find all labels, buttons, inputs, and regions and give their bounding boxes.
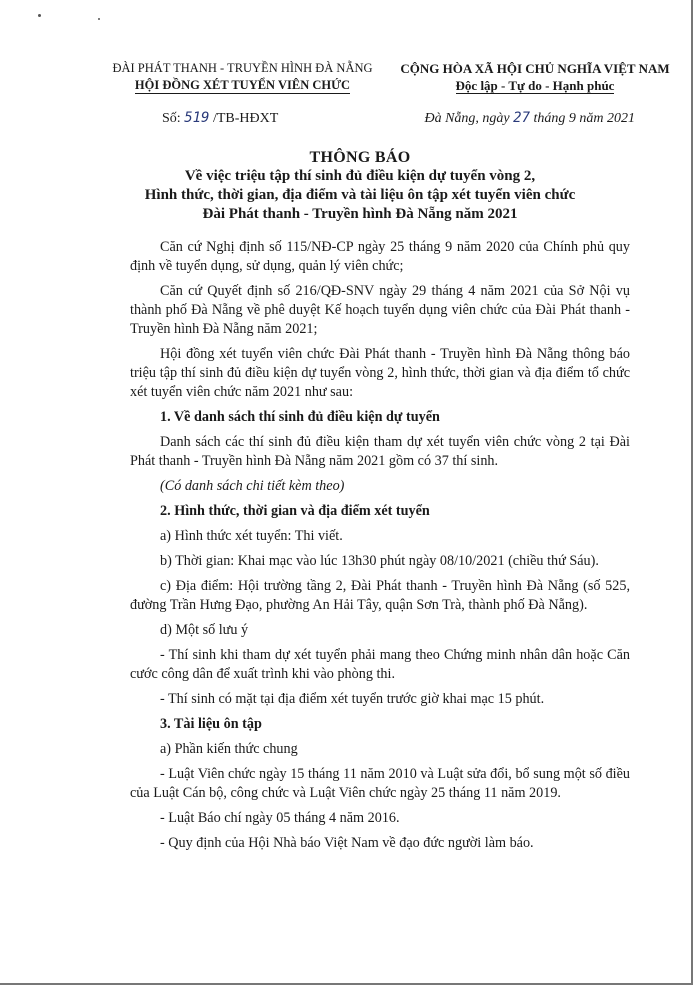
paragraph: - Quy định của Hội Nhà báo Việt Nam về đạo đức người làm báo. bbox=[160, 835, 534, 851]
paragraph: - Luật Báo chí ngày 05 tháng 4 năm 2016. bbox=[160, 810, 400, 826]
note-paragraph: (Có danh sách chi tiết kèm theo) bbox=[160, 478, 345, 494]
document-date: Đà Nẵng, ngày 27 tháng 9 năm 2021 bbox=[424, 110, 635, 126]
issuer-block bbox=[100, 60, 385, 94]
paragraph: Căn cứ Quyết định số 216/QĐ-SNV ngày 29 tháng 4 năm 2021 của Sở Nội vụ thành phố Đà Nẵng về phê duyệt Kế hoạch tuyển dụng viên chức của Đài Phát thanh - Truyền hình Đà Nẵng năm 2021; bbox=[130, 283, 630, 337]
handwritten-number: 519 bbox=[184, 110, 210, 126]
title-line-3: Đài Phát thanh - Truyền hình Đà Nẵng năm 2021 bbox=[202, 206, 518, 222]
section-heading-2: 2. Hình thức, thời gian và địa điểm xét tuyển bbox=[160, 503, 430, 519]
national-motto-block bbox=[390, 60, 680, 94]
paragraph: d) Một số lưu ý bbox=[160, 622, 249, 638]
document-body bbox=[130, 238, 630, 859]
title-line-1: Về việc triệu tập thí sinh đủ điều kiện dự tuyển vòng 2, bbox=[184, 168, 536, 184]
paragraph: Danh sách các thí sinh đủ điều kiện tham dự xét tuyển viên chức vòng 2 tại Đài Phát thanh - Truyền hình Đà Nẵng năm 2021 gồm có 37 thí sinh. bbox=[130, 434, 630, 469]
section-heading-1: 1. Về danh sách thí sinh đủ điều kiện dự tuyển bbox=[160, 409, 440, 425]
issuer-org: ĐÀI PHÁT THANH - TRUYỀN HÌNH ĐÀ NẴNG bbox=[112, 61, 373, 75]
title-line-2: Hình thức, thời gian, địa điểm và tài liệu ôn tập xét tuyển viên chức bbox=[144, 187, 576, 203]
paragraph: - Thí sinh khi tham dự xét tuyển phải mang theo Chứng minh nhân dân hoặc Căn cước công dân để xuất trình khi vào phòng thi. bbox=[130, 647, 630, 682]
scan-speck bbox=[98, 18, 100, 20]
paragraph: a) Phần kiến thức chung bbox=[160, 741, 298, 757]
paragraph: Hội đồng xét tuyển viên chức Đài Phát thanh - Truyền hình Đà Nẵng thông báo triệu tập thí sinh đủ điều kiện dự tuyển vòng 2, hình thức, thời gian và địa điểm tổ chức xét tuyển viên chức năm 2021 như sau: bbox=[130, 346, 630, 400]
paragraph: - Thí sinh có mặt tại địa điểm xét tuyển trước giờ khai mạc 15 phút. bbox=[160, 691, 545, 707]
title-main: THÔNG BÁO bbox=[309, 149, 411, 166]
section-heading-3: 3. Tài liệu ôn tập bbox=[160, 716, 262, 732]
paragraph: Căn cứ Nghị định số 115/NĐ-CP ngày 25 tháng 9 năm 2020 của Chính phủ quy định về tuyển dụng, sử dụng, quản lý viên chức; bbox=[130, 239, 630, 274]
motto: Độc lập - Tự do - Hạnh phúc bbox=[455, 78, 615, 93]
paragraph: - Luật Viên chức ngày 15 tháng 11 năm 2010 và Luật sửa đổi, bổ sung một số điều của Luật Cán bộ, công chức và Luật Viên chức ngày 25 tháng 11 năm 2019. bbox=[130, 766, 630, 801]
paragraph: a) Hình thức xét tuyển: Thi viết. bbox=[160, 528, 343, 544]
scan-speck bbox=[38, 14, 41, 17]
document-title bbox=[100, 148, 620, 224]
issuer-council: HỘI ĐỒNG XÉT TUYỂN VIÊN CHỨC bbox=[134, 78, 351, 92]
handwritten-day: 27 bbox=[513, 110, 530, 126]
document-number: Số: 519 /TB-HĐXT bbox=[162, 110, 279, 126]
paragraph: b) Thời gian: Khai mạc vào lúc 13h30 phút ngày 08/10/2021 (chiều thứ Sáu). bbox=[160, 553, 599, 569]
republic-name: CỘNG HÒA XÃ HỘI CHỦ NGHĨA VIỆT NAM bbox=[400, 61, 670, 76]
paragraph: c) Địa điểm: Hội trường tầng 2, Đài Phát thanh - Truyền hình Đà Nẵng (số 525, đường Trần Hưng Đạo, phường An Hải Tây, quận Sơn Trà, thành phố Đà Nẵng). bbox=[130, 578, 630, 613]
